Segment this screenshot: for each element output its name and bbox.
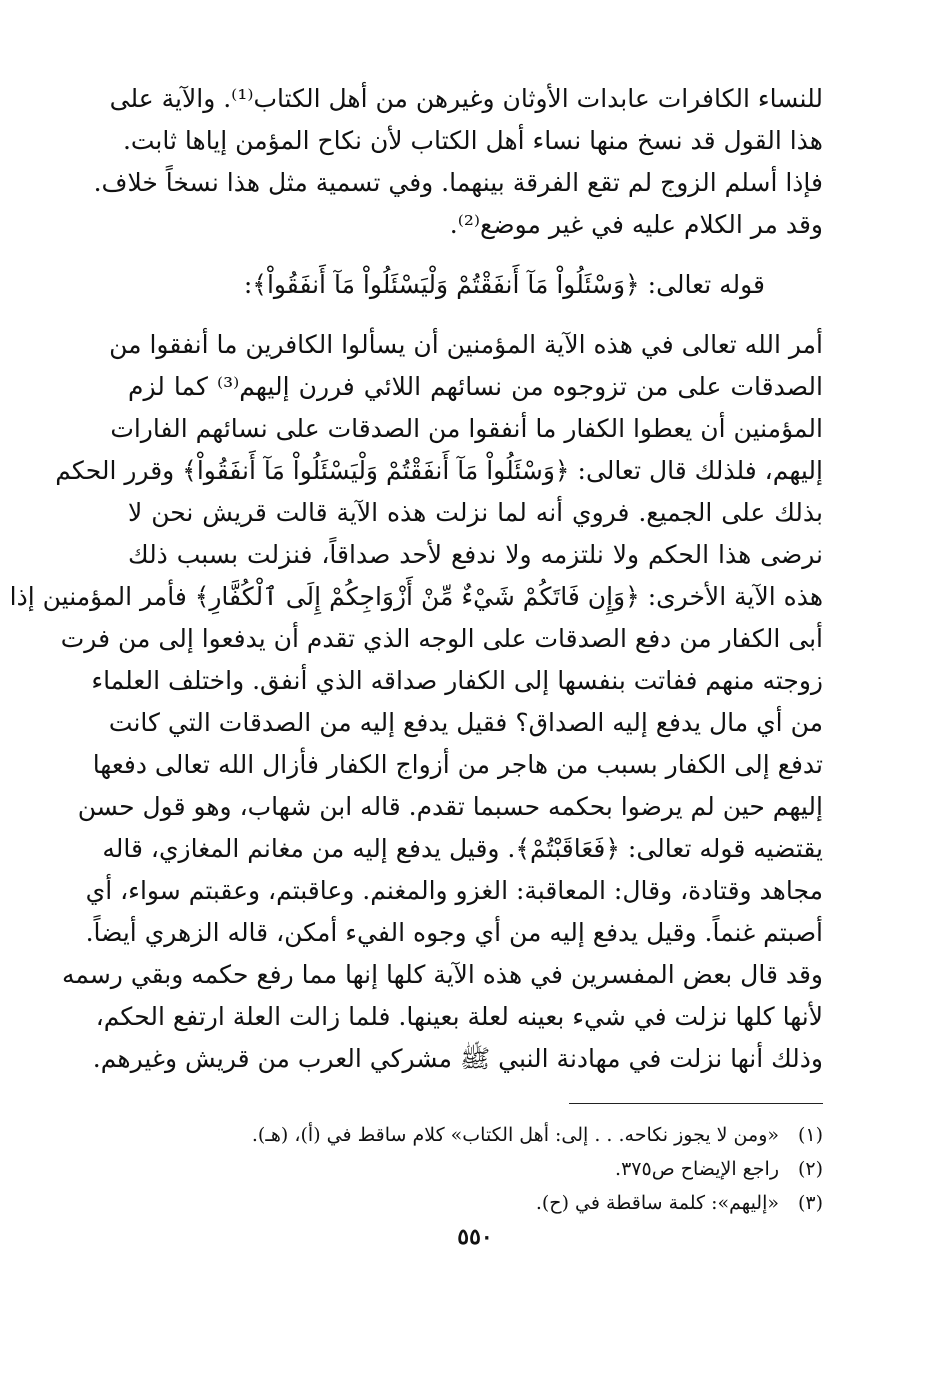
verse-heading: قوله تعالى: ﴿وَسْئَلُواْ مَآ أَنفَقْتُمْ وَلْيَسْئَلُواْ مَآ أَنفَقُواْ﴾: <box>243 270 765 299</box>
body-line: المؤمنين أن يعطوا الكفار ما أنفقوا من الصدقات على نسائهم الفارات <box>110 414 823 443</box>
footnote <box>128 1120 823 1150</box>
body-line: بذلك على الجميع. فروي أنه لما نزلت هذه الآية قالت قريش نحن لا <box>128 498 823 527</box>
body-line: أمر الله تعالى في هذه الآية المؤمنين أن يسألوا الكافرين ما أنفقوا من <box>109 330 823 359</box>
body-line: إليهم حين لم يرضوا بحكمه حسبما تقدم. قاله ابن شهاب، وهو قول حسن <box>77 792 823 821</box>
footnote-text: «ومن لا يجوز نكاحه. . . إلى: أهل الكتاب» كلام ساقط في (أ)، (هـ). <box>251 1124 779 1146</box>
footnote-number: (٢) <box>797 1158 823 1180</box>
body-line: يقتضيه قوله تعالى: ﴿فَعَاقَبْتُمْ﴾. وقيل يدفع إليه من مغانم المغازي، قاله <box>102 834 823 863</box>
body-line: هذه الآية الأخرى: ﴿وَإِن فَاتَكُمْ شَيْءٌ مِّنْ أَزْوَاجِكُمْ إِلَى ٱلْكُفَّارِ﴾ فأمر المؤمنين إذا <box>9 582 823 611</box>
body-line: وذلك أنها نزلت في مهادنة النبي ﷺ مشركي العرب من قريش وغيرهم. <box>92 1044 823 1073</box>
footnote-text: راجع الإيضاح ص٣٧٥. <box>615 1158 779 1180</box>
footnote-number: (١) <box>797 1124 823 1146</box>
footnote <box>128 1188 823 1218</box>
body-line: أصبتم غنماً. وقيل يدفع إليه من أي وجوه الفيء أمكن، قاله الزهري أيضاً. <box>85 918 823 947</box>
footnote-divider <box>569 1103 823 1104</box>
body-line: للنساء الكافرات عابدات الأوثان وغيرهن من أهل الكتاب⁽¹⁾. والآية على <box>109 84 823 113</box>
body-line: مجاهد وقتادة، وقال: المعاقبة: الغزو والمغنم. وعاقبتم، وعقبتم سواء، أي <box>85 876 823 905</box>
body-line: فإذا أسلم الزوج لم تقع الفرقة بينهما. وفي تسمية مثل هذا نسخاً خلاف. <box>93 168 823 197</box>
body-line: الصدقات على من تزوجوه من نسائهم اللائي فررن إليهم⁽³⁾ كما لزم <box>128 372 823 401</box>
body-line: نرضى هذا الحكم ولا نلتزمه ولا ندفع لأحد صداقاً، فنزلت بسبب ذلك <box>128 540 823 569</box>
body-line: وقد مر الكلام عليه في غير موضع⁽²⁾. <box>449 210 823 239</box>
body-line: أبى الكفار من دفع الصدقات على الوجه الذي تقدم أن يدفعوا إلى من فرت <box>60 624 823 653</box>
body-line: هذا القول قد نسخ منها نساء أهل الكتاب لأن نكاح المؤمن إياها ثابت. <box>122 126 823 155</box>
footnote-number: (٣) <box>797 1192 823 1214</box>
body-line: وقد قال بعض المفسرين في هذه الآية كلها إنها مما رفع حكمه وبقي رسمه <box>62 960 823 989</box>
footnote <box>128 1154 823 1184</box>
body-line: إليهم، فلذلك قال تعالى: ﴿وَسْئَلُواْ مَآ أَنفَقْتُمْ وَلْيَسْئَلُواْ مَآ أَنفَقُواْ﴾ وقرر الحكم <box>55 456 823 485</box>
body-line: لأنها كلها نزلت في شيء بعينه لعلة بعينها. فلما زالت العلة ارتفع الحكم، <box>95 1002 823 1031</box>
body-line: زوجته منهم ففاتت بنفسها إلى الكفار صداقه الذي أنفق. واختلف العلماء <box>91 666 823 695</box>
body-line: من أي مال يدفع إليه الصداق؟ فقيل يدفع إليه من الصدقات التي كانت <box>108 708 823 737</box>
footnote-text: «إليهم»: كلمة ساقطة في (ح). <box>535 1192 779 1214</box>
page-number: ٥٥٠ <box>457 1224 493 1250</box>
body-line: تدفع إلى الكفار بسبب من هاجر من أزواج الكفار فأزال الله تعالى دفعها <box>92 750 823 779</box>
